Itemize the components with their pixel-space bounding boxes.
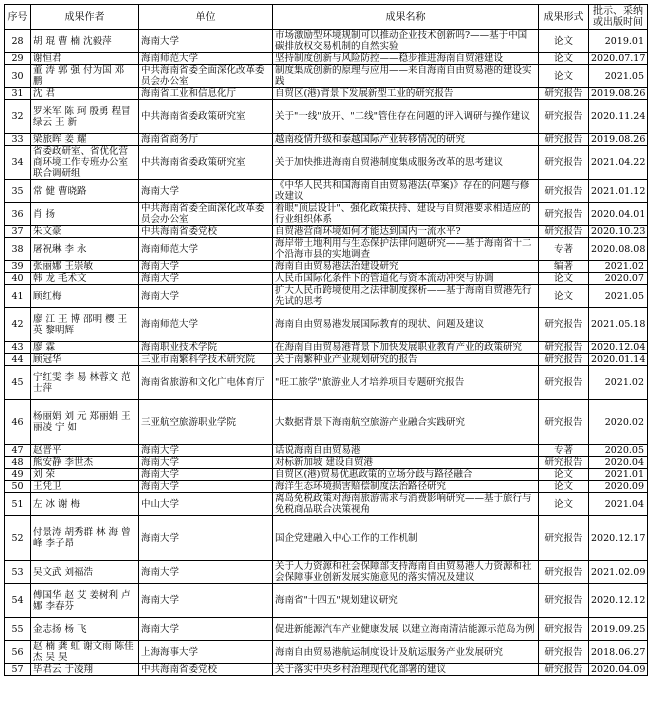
table-row	[5, 53, 648, 65]
row-title: 对标新加坡 建设自贸港	[273, 457, 539, 469]
row-date: 2020.09	[589, 481, 648, 493]
row-title: 扩大人民币跨境使用之法律制度探析——基于海南自贸港先行先试的思考	[273, 285, 539, 308]
header-authors: 成果作者	[31, 5, 139, 30]
row-unit: 海南大学	[139, 273, 273, 285]
table-row	[5, 261, 648, 273]
row-title: 关于加快推进海南自贸港制度集成服务改革的思考建议	[273, 146, 539, 180]
row-number: 50	[5, 481, 31, 493]
row-authors: 谢恒君	[31, 53, 139, 65]
row-number: 48	[5, 457, 31, 469]
row-unit: 中共海南省委全面深化改革委员会办公室	[139, 203, 273, 226]
row-title: 关于人力资源和社会保障部支持海南自由贸易港人力资源和社会保障事业创新发展实施意见的落实情况及建议	[273, 561, 539, 584]
row-unit: 中共海南省委政策研究室	[139, 146, 273, 180]
row-unit: 中共海南省委党校	[139, 664, 273, 676]
header-date: 批示、采纳或出版时间	[589, 5, 648, 30]
table-row	[5, 516, 648, 561]
row-number: 46	[5, 400, 31, 445]
row-unit: 海南师范大学	[139, 53, 273, 65]
row-number: 32	[5, 100, 31, 134]
row-number: 44	[5, 354, 31, 366]
row-authors: 胡 琨 曹 楠 沈毅萍	[31, 30, 139, 53]
header-type: 成果形式	[539, 5, 589, 30]
row-title: "旺工旅学"旅游业人才培养项目专题研究报告	[273, 366, 539, 400]
row-title: 促进新能源汽车产业健康发展 以建立海南清洁能源示范岛为例	[273, 618, 539, 641]
row-type: 研究报告	[539, 88, 589, 100]
row-number: 40	[5, 273, 31, 285]
row-title: 制度集成创新的原理与应用——来自海南自由贸易港的建设实践	[273, 65, 539, 88]
table-row	[5, 584, 648, 618]
table-row	[5, 493, 648, 516]
row-date: 2019.08.26	[589, 88, 648, 100]
row-authors: 宁红雯 李 易 林蓉文 范士萍	[31, 366, 139, 400]
row-authors: 刘 荣	[31, 469, 139, 481]
row-type: 研究报告	[539, 308, 589, 342]
row-type: 研究报告	[539, 203, 589, 226]
row-unit: 海南大学	[139, 445, 273, 457]
row-authors: 赵晋平	[31, 445, 139, 457]
row-date: 2020.07	[589, 273, 648, 285]
row-number: 51	[5, 493, 31, 516]
table-row	[5, 342, 648, 354]
row-type: 研究报告	[539, 226, 589, 238]
row-type: 研究报告	[539, 516, 589, 561]
row-unit: 海南省工业和信息化厅	[139, 88, 273, 100]
row-title: 离岛免税政策对海南旅游需求与消费影响研究——基于旅行与免税商品联合决策视角	[273, 493, 539, 516]
row-type: 研究报告	[539, 342, 589, 354]
row-title: 人民币国际化条件下的管道化与资本流动冲突与协调	[273, 273, 539, 285]
row-number: 43	[5, 342, 31, 354]
row-number: 36	[5, 203, 31, 226]
row-title: 海南自由贸易港法治建设研究	[273, 261, 539, 273]
row-date: 2019.01	[589, 30, 648, 53]
row-unit: 三亚航空旅游职业学院	[139, 400, 273, 445]
row-date: 2020.07.17	[589, 53, 648, 65]
row-type: 编著	[539, 261, 589, 273]
row-number: 38	[5, 238, 31, 261]
row-date: 2021.05	[589, 285, 648, 308]
row-authors: 赵 楠 龚 虹 谢文雨 陈佳杰 吴 昊	[31, 641, 139, 664]
row-number: 31	[5, 88, 31, 100]
table-row	[5, 561, 648, 584]
row-title: 国企党建融入中心工作的工作机制	[273, 516, 539, 561]
row-unit: 海南大学	[139, 516, 273, 561]
row-unit: 海南大学	[139, 561, 273, 584]
row-date: 2021.05	[589, 65, 648, 88]
row-title: 话说海南自由贸易港	[273, 445, 539, 457]
row-unit: 海南职业技术学院	[139, 342, 273, 354]
table-row	[5, 203, 648, 226]
row-number: 30	[5, 65, 31, 88]
header-title: 成果名称	[273, 5, 539, 30]
row-date: 2021.05.18	[589, 308, 648, 342]
row-date: 2021.04.22	[589, 146, 648, 180]
row-date: 2021.01.12	[589, 180, 648, 203]
row-authors: 廖 霖	[31, 342, 139, 354]
table-row	[5, 366, 648, 400]
row-unit: 海南大学	[139, 481, 273, 493]
row-authors: 左 冰 谢 梅	[31, 493, 139, 516]
table-row	[5, 481, 648, 493]
row-number: 41	[5, 285, 31, 308]
row-title: 自贸港营商环境如何才能达到国内一流水平?	[273, 226, 539, 238]
row-type: 研究报告	[539, 664, 589, 676]
row-type: 论文	[539, 273, 589, 285]
table-row	[5, 134, 648, 146]
row-authors: 傅国华 赵 艾 姜树利 卢 娜 李春芬	[31, 584, 139, 618]
row-number: 54	[5, 584, 31, 618]
row-authors: 廖 江 王 博 邵明 樱 王 英 黎明辉	[31, 308, 139, 342]
row-unit: 中共海南省委党校	[139, 226, 273, 238]
row-number: 47	[5, 445, 31, 457]
achievements-table	[4, 4, 648, 676]
row-authors: 金志扬 杨 飞	[31, 618, 139, 641]
row-unit: 海南大学	[139, 261, 273, 273]
row-title: 市场激励型环境规制可以推动企业技术创新吗?——基于中国碳排放权交易机制的自然实验	[273, 30, 539, 53]
table-row	[5, 445, 648, 457]
row-title: 坚持制度创新与风险防控——稳步推进海南自贸港建设	[273, 53, 539, 65]
row-date: 2021.04	[589, 493, 648, 516]
row-number: 34	[5, 146, 31, 180]
table-row	[5, 469, 648, 481]
row-type: 研究报告	[539, 366, 589, 400]
row-type: 研究报告	[539, 641, 589, 664]
table-row	[5, 146, 648, 180]
row-title: 大数据背景下海南航空旅游产业融合实践研究	[273, 400, 539, 445]
row-authors: 朱文豪	[31, 226, 139, 238]
row-date: 2021.02	[589, 261, 648, 273]
row-title: 自贸区(港)贸易优惠政策的立场分歧与路径融合	[273, 469, 539, 481]
table-row	[5, 618, 648, 641]
row-date: 2020.12.17	[589, 516, 648, 561]
row-number: 52	[5, 516, 31, 561]
row-type: 论文	[539, 285, 589, 308]
row-authors: 常 健 曹晓路	[31, 180, 139, 203]
row-date: 2020.04.01	[589, 203, 648, 226]
row-unit: 上海海事大学	[139, 641, 273, 664]
row-date: 2021.01	[589, 469, 648, 481]
row-date: 2020.05	[589, 445, 648, 457]
row-type: 研究报告	[539, 180, 589, 203]
header-no: 序号	[5, 5, 31, 30]
row-type: 研究报告	[539, 561, 589, 584]
row-unit: 海南省商务厅	[139, 134, 273, 146]
table-row	[5, 664, 648, 676]
row-date: 2020.12.12	[589, 584, 648, 618]
row-date: 2020.01.14	[589, 354, 648, 366]
row-unit: 中共海南省委全面深化改革委员会办公室	[139, 65, 273, 88]
row-authors: 董 涛 郭 强 付为国 邓 鹏	[31, 65, 139, 88]
row-authors: 顾红梅	[31, 285, 139, 308]
row-authors: 杨丽娟 刘 元 郑丽娟 王丽凌 宁 如	[31, 400, 139, 445]
row-authors: 韩 龙 毛术文	[31, 273, 139, 285]
row-type: 研究报告	[539, 146, 589, 180]
row-date: 2021.02	[589, 366, 648, 400]
row-date: 2019.09.25	[589, 618, 648, 641]
row-unit: 海南师范大学	[139, 238, 273, 261]
row-number: 42	[5, 308, 31, 342]
row-type: 研究报告	[539, 134, 589, 146]
row-type: 专著	[539, 445, 589, 457]
table-row	[5, 457, 648, 469]
row-type: 论文	[539, 493, 589, 516]
row-date: 2020.08.08	[589, 238, 648, 261]
table-row	[5, 641, 648, 664]
row-date: 2019.08.26	[589, 134, 648, 146]
row-title: 《中华人民共和国海南自由贸易港法(草案)》存在的问题与修改建议	[273, 180, 539, 203]
row-type: 研究报告	[539, 100, 589, 134]
header-unit: 单位	[139, 5, 273, 30]
row-date: 2020.04.09	[589, 664, 648, 676]
row-title: 海南自由贸易港发展国际教育的现状、问题及建议	[273, 308, 539, 342]
row-unit: 海南省旅游和文化广电体育厅	[139, 366, 273, 400]
table-row	[5, 308, 648, 342]
row-authors: 吴文武 刘福浩	[31, 561, 139, 584]
row-number: 53	[5, 561, 31, 584]
row-type: 论文	[539, 30, 589, 53]
row-type: 专著	[539, 238, 589, 261]
row-title: 关于落实中央乡村治理现代化部署的建议	[273, 664, 539, 676]
row-type: 论文	[539, 53, 589, 65]
row-date: 2020.02	[589, 400, 648, 445]
table-row	[5, 354, 648, 366]
row-authors: 顾冠华	[31, 354, 139, 366]
row-date: 2020.12.04	[589, 342, 648, 354]
row-type: 研究报告	[539, 618, 589, 641]
row-unit: 中共海南省委政策研究室	[139, 100, 273, 134]
row-authors: 省委政研室、省优化营商环境工作专班办公室联合调研组	[31, 146, 139, 180]
row-authors: 付景涛 胡秀群 林 海 曾 峰 李子昂	[31, 516, 139, 561]
row-type: 论文	[539, 65, 589, 88]
row-unit: 海南大学	[139, 584, 273, 618]
table-row	[5, 30, 648, 53]
row-number: 45	[5, 366, 31, 400]
row-title: 在海南自由贸易港背景下加快发展职业教育产业的政策研究	[273, 342, 539, 354]
table-row	[5, 180, 648, 203]
table-row	[5, 88, 648, 100]
row-title: 着眼"顶层设计"、强化政策扶持、建设与自贸港要求相适应的行业组织体系	[273, 203, 539, 226]
row-type: 研究报告	[539, 584, 589, 618]
row-type: 研究报告	[539, 457, 589, 469]
row-number: 35	[5, 180, 31, 203]
row-number: 57	[5, 664, 31, 676]
row-number: 49	[5, 469, 31, 481]
row-authors: 王凭卫	[31, 481, 139, 493]
row-title: 海南省"十四五"规划建议研究	[273, 584, 539, 618]
row-number: 37	[5, 226, 31, 238]
row-authors: 罗米军 陈 珂 殷勇 程冒绿云 王 新	[31, 100, 139, 134]
row-type: 论文	[539, 469, 589, 481]
row-number: 33	[5, 134, 31, 146]
row-title: 自贸区(港)背景下发展新型工业的研究报告	[273, 88, 539, 100]
row-unit: 中山大学	[139, 493, 273, 516]
table-row	[5, 238, 648, 261]
row-number: 28	[5, 30, 31, 53]
table-row	[5, 285, 648, 308]
row-unit: 海南大学	[139, 285, 273, 308]
table-row	[5, 65, 648, 88]
row-number: 29	[5, 53, 31, 65]
row-authors: 沈 君	[31, 88, 139, 100]
row-title: 海南自由贸易港航运制度设计及航运服务产业发展研究	[273, 641, 539, 664]
row-number: 39	[5, 261, 31, 273]
row-authors: 熊安静 李世杰	[31, 457, 139, 469]
row-title: 关于"一线"放开、"二线"管住存在问题的评入调研与操作建议	[273, 100, 539, 134]
row-number: 56	[5, 641, 31, 664]
row-type: 论文	[539, 481, 589, 493]
row-date: 2021.02.09	[589, 561, 648, 584]
row-date: 2018.06.27	[589, 641, 648, 664]
table-row	[5, 273, 648, 285]
row-date: 2020.10.23	[589, 226, 648, 238]
table-header-row	[5, 5, 648, 30]
row-date: 2020.04	[589, 457, 648, 469]
row-unit: 海南大学	[139, 618, 273, 641]
row-authors: 张丽娜 王崇敏	[31, 261, 139, 273]
table-row	[5, 400, 648, 445]
row-authors: 肖 扬	[31, 203, 139, 226]
row-title: 海岸带土地利用与生态保护法律问题研究——基于海南省十二个沿海市县的实地调查	[273, 238, 539, 261]
row-unit: 海南大学	[139, 457, 273, 469]
row-unit: 海南师范大学	[139, 308, 273, 342]
row-authors: 毕君云 于凌翔	[31, 664, 139, 676]
row-unit: 海南大学	[139, 180, 273, 203]
row-title: 海洋生态环境损害赔偿制度法治路径研究	[273, 481, 539, 493]
row-authors: 屠祝琳 李 永	[31, 238, 139, 261]
row-number: 55	[5, 618, 31, 641]
table-row	[5, 100, 648, 134]
row-unit: 三亚市南繁科学技术研究院	[139, 354, 273, 366]
row-title: 关于南繁种业产业规划研究的报告	[273, 354, 539, 366]
row-title: 越南疫情升级和泰越国际产业转移情况的研究	[273, 134, 539, 146]
row-type: 研究报告	[539, 400, 589, 445]
row-date: 2020.11.24	[589, 100, 648, 134]
row-authors: 梁旅晖 姜 耀	[31, 134, 139, 146]
table-row	[5, 226, 648, 238]
row-type: 研究报告	[539, 354, 589, 366]
row-unit: 海南大学	[139, 30, 273, 53]
row-unit: 海南大学	[139, 469, 273, 481]
